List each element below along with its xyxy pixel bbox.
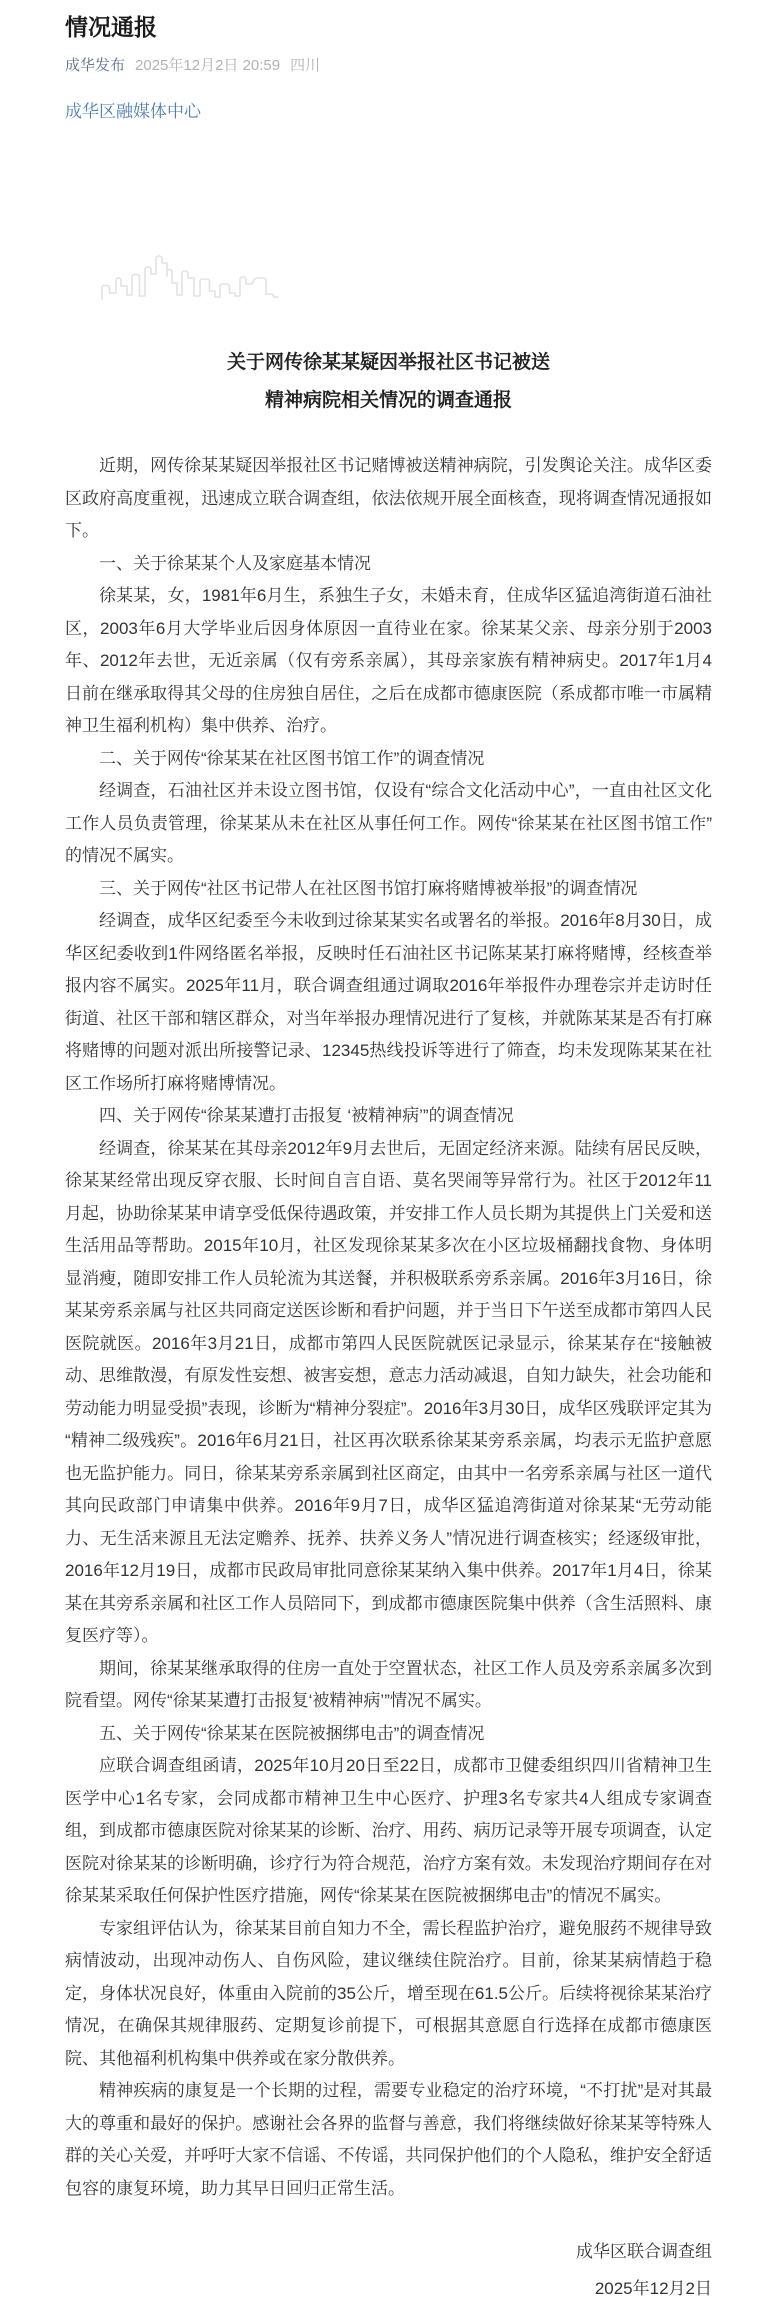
document-paragraph: 应联合调查组函请，2025年10月20日至22日，成都市卫健委组织四川省精神卫生医学中心1名专家，会同成都市精神卫生中心医疗、护理3名专家共4人组成专家调查组，到成都市德康医院对徐某某的诊断、治疗、用药、病历记录等开展专项调查，认定医院对徐某某的诊断明确，诊疗行为符合规范，治疗方案有效。未发现治疗期间存在对徐某某采取任何保护性医疗措施，网传“徐某某在医院被捆绑电击”的情况不属实。 [65, 1756, 712, 1905]
document-body [65, 450, 712, 2205]
document-title [65, 344, 712, 420]
publish-datetime: 2025年12月2日 20:59 [135, 57, 281, 74]
source-link[interactable]: 成华区融媒体中心 [65, 102, 201, 121]
publish-meta [65, 55, 712, 76]
document-paragraph: 近期，网传徐某某疑因举报社区书记赌博被送精神病院，引发舆论关注。成华区委区政府高度重视，迅速成立联合调查组，依法依规开展全面核查，现将调查情况通报如下。 [65, 456, 712, 540]
document-title-line1: 关于网传徐某某疑因举报社区书记被送 [226, 352, 550, 373]
document-paragraph: 五、关于网传“徐某某在医院被捆绑电击”的调查情况 [99, 1723, 485, 1743]
signature-date: 2025年12月2日 [594, 2279, 712, 2298]
signature: 成华区联合调查组 [576, 2242, 712, 2261]
city-skyline-icon [101, 250, 279, 300]
document-paragraph: 专家组评估认为，徐某某目前自知力不全，需长程监护治疗，避免服药不规律导致病情波动，出现冲动伤人、自伤风险，建议继续住院治疗。目前，徐某某病情趋于稳定，身体状况良好，体重由入院前的35公斤，增至现在61.5公斤。后续将视徐某某治疗情况，在确保其规律服药、定期复诊前提下，可根据其意愿自行选择在成都市德康医院、其他福利机构集中供养或在家分散供养。 [65, 1918, 712, 2068]
page-title: 情况通报 [65, 14, 157, 40]
banner-image [65, 124, 712, 304]
document-paragraph: 期间，徐某某继承取得的住房一直处于空置状态，社区工作人员及旁系亲属多次到院看望。网传“徐某某遭打击报复‘被精神病’”情况不属实。 [65, 1658, 712, 1710]
document-paragraph: 精神疾病的康复是一个长期的过程，需要专业稳定的治疗环境，“不打扰”是对其最大的尊重和最好的保护。感谢社会各界的监督与善意，我们将继续做好徐某某等特殊人群的关心关爱，并呼吁大家不信谣、不传谣，共同保护他们的个人隐私，维护安全舒适包容的康复环境，助力其早日回归正常生活。 [65, 2081, 712, 2198]
document-paragraph: 二、关于网传“徐某某在社区图书馆工作”的调查情况 [99, 748, 485, 768]
publish-location: 四川 [290, 57, 321, 74]
document-paragraph: 一、关于徐某某个人及家庭基本情况 [99, 553, 371, 573]
document-paragraph: 徐某某，女，1981年6月生，系独生子女，未婚未育，住成华区猛追湾街道石油社区，2003年6月大学毕业后因身体原因一直待业在家。徐某某父亲、母亲分别于2003年、2012年去世，无近亲属（仅有旁系亲属），其母亲家族有精神病史。2017年1月4日前在继承取得其父母的住房独自居住，之后在成都市德康医院（系成都市唯一市属精神卫生福利机构）集中供养、治疗。 [65, 586, 712, 735]
document-title-line2: 精神病院相关情况的调查通报 [264, 390, 512, 411]
document-paragraph: 三、关于网传“社区书记带人在社区图书馆打麻将赌博被举报”的调查情况 [99, 878, 638, 898]
document-paragraph: 经调查，石油社区并未设立图书馆，仅设有“综合文化活动中心”，一直由社区文化工作人员负责管理，徐某某从未在社区从事任何工作。网传“徐某某在社区图书馆工作”的情况不属实。 [65, 781, 712, 865]
account-link[interactable]: 成华发布 [65, 57, 126, 74]
document-paragraph: 经调查，徐某某在其母亲2012年9月去世后，无固定经济来源。陆续有居民反映，徐某某经常出现反穿衣服、长时间自言自语、莫名哭闹等异常行为。社区于2012年11月起，协助徐某某申请享受低保待遇政策，并安排工作人员长期为其提供上门关爱和送生活用品等帮助。2015年10月，社区发现徐某某多次在小区垃圾桶翻找食物、身体明显消瘦，随即安排工作人员轮流为其送餐，并积极联系旁系亲属。2016年3月16日，徐某某旁系亲属与社区共同商定送医诊断和看护问题，并于当日下午送至成都市第四人民医院就医。2016年3月21日，成都市第四人民医院就医记录显示，徐某某存在“接触被动、思维散漫，有原发性妄想、被害妄想，意志力活动减退，自知力缺失，社会功能和劳动能力明显受损”表现，诊断为“精神分裂症”。2016年3月30日，成华区残联评定其为“精神二级残疾”。2016年6月21日，社区再次联系徐某某旁系亲属，均表示无监护意愿也无监护能力。同日，徐某某旁系亲属到社区商定，由其中一名旁系亲属与社区一道代其向民政部门申请集中供养。2016年9月7日，成华区猛追湾街道对徐某某“无劳动能力、无生活来源且无法定赡养、抚养、扶养义务人”情况进行调查核实；经逐级审批，2016年12月19日，成都市民政局审批同意徐某某纳入集中供养。2017年1月4日，徐某某在其旁系亲属和社区工作人员陪同下，到成都市德康医院集中供养（含生活照料、康复医疗等）。 [65, 1138, 712, 1645]
document-paragraph: 四、关于网传“徐某某遭打击报复 ‘被精神病’”的调查情况 [99, 1106, 514, 1125]
document-footer [65, 2233, 712, 2307]
document-paragraph: 经调查，成华区纪委至今未收到过徐某某实名或署名的举报。2016年8月30日，成华区纪委收到1件网络匿名举报，反映时任石油社区书记陈某某打麻将赌博，经核查举报内容不属实。2025年11月，联合调查组通过调取2016年举报件办理卷宗并走访时任街道、社区干部和辖区群众，对当年举报办理情况进行了复核，并就陈某某是否有打麻将赌博的问题对派出所接警记录、12345热线投诉等进行了筛查，均未发现陈某某在社区工作场所打麻将赌博情况。 [65, 911, 712, 1093]
